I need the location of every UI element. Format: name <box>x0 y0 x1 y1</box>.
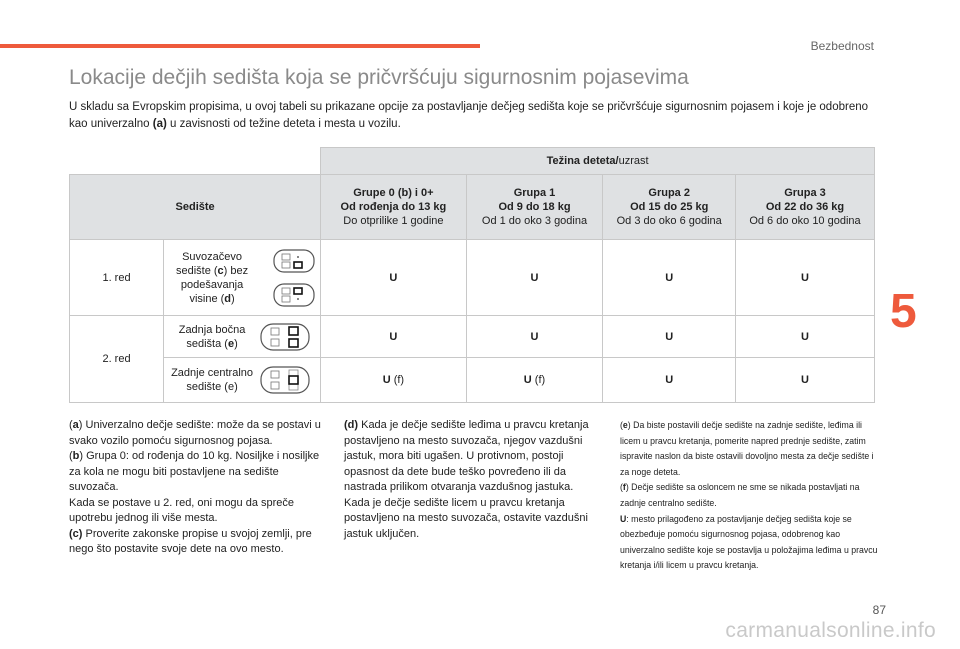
car-seat-rear-center-icon <box>259 364 311 396</box>
seat-cell <box>164 316 321 358</box>
intro-note-ref: (a) <box>152 118 167 130</box>
value-cell: U (f) <box>466 358 603 403</box>
page-number: 87 <box>872 603 886 617</box>
note-d-cont: Kada je dečje sedište licem u pravcu kretanja postavljeno na mesto suvozača, ostavite vazdušni jastuk uključen. <box>344 496 588 540</box>
car-seat-rear-side-icon <box>259 321 311 353</box>
value-cell: U <box>466 316 603 358</box>
value-cell: U <box>735 240 874 316</box>
note-b-cont: Kada se postave u 2. red, oni mogu da spreče upotrebu jednog ili više mesta. <box>69 496 295 524</box>
intro-text-end: u zavisnosti od težine deteta i mesta u vozilu. <box>166 118 401 130</box>
seat-description: Zadnje centralno sedište (e) <box>171 367 254 393</box>
note-c: (c) Proverite zakonske propise u svojoj zemlji, pre nego što postavite svoje dete na ovo mesto. <box>69 527 312 555</box>
watermark: carmanualsonline.info <box>725 619 936 642</box>
note-d: (d) Kada je dečje sedište leđima u pravcu kretanja postavljeno na mesto suvozača, njegov vazdušni jastuk, mora biti ugašen. U protivnom, postoji opasnost da dete bude teško povređeno ili da nastrada prilikom otvaranja vazdušnog jastuka. <box>344 419 589 493</box>
value-cell: U <box>321 316 466 358</box>
car-seat-front-icon <box>272 247 316 275</box>
seat-cell <box>164 358 321 403</box>
header-accent-bar <box>0 44 480 48</box>
weight-age-header: Težina deteta/uzrast <box>321 148 875 175</box>
row-label: 2. red <box>70 316 164 403</box>
value-cell: U <box>466 240 603 316</box>
group-header: Grupa 3 Od 22 do 36 kg Od 6 do oko 10 godina <box>735 175 874 240</box>
value-cell: U <box>603 240 736 316</box>
notes-column-2 <box>344 418 600 542</box>
child-seat-table <box>69 147 875 403</box>
value-cell: U <box>603 316 736 358</box>
notes-column-1 <box>69 418 331 558</box>
seat-description: Suvozačevo sedište (c) bez podešavanja visine (d) <box>175 250 249 305</box>
seat-cell <box>164 240 321 316</box>
note-a: (a) Univerzalno dečje sedište: može da se postavi u svako vozilo pomoću sigurnosnog pojasa. <box>69 419 321 447</box>
value-cell: U <box>321 240 466 316</box>
table-blank-corner <box>70 148 321 175</box>
note-u: U: mesto prilagođeno za postavljanje dečjeg sedišta koje se obezbeđuje pomoću sigurnosnog pojasa, odobrenog kao univerzalno sedište koje se postavlja u položajima leđima u pravcu kretanja i/ili licem u pravcu kretanja. <box>620 513 878 572</box>
intro-text: U skladu sa Evropskim propisima, u ovoj tabeli su prikazane opcije za postavljanje dečjeg sedišta koje se pričvršćuje sigurnosnim pojasem i koje je odobreno kao univerzalno <box>69 101 869 130</box>
note-e: (e) Da biste postavili dečje sedište na zadnje sedište, leđima ili licem u pravcu kretanja, pomerite napred prednje sedište, zatim ispravite naslon da biste ostavili dovoljno mesta za dečje sedište i za noge deteta. <box>620 420 874 478</box>
note-f: (f) Dečje sedište sa osloncem ne sme se nikada postavljati na zadnje centralno sedište. <box>620 482 860 509</box>
section-label: Bezbednost <box>810 39 874 53</box>
chapter-number: 5 <box>890 285 917 338</box>
value-cell: U (f) <box>321 358 466 403</box>
group-header: Grupa 2 Od 15 do 25 kg Od 3 do oko 6 godina <box>603 175 736 240</box>
group-header: Grupa 1 Od 9 do 18 kg Od 1 do oko 3 godina <box>466 175 603 240</box>
seat-header: Sedište <box>70 175 321 240</box>
value-cell: U <box>735 358 874 403</box>
intro-paragraph <box>69 99 869 133</box>
value-cell: U <box>603 358 736 403</box>
note-b: (b) Grupa 0: od rođenja do 10 kg. Nosiljke i nosiljke za kola ne mogu biti postavljene na sedište suvozača. <box>69 450 320 493</box>
notes-column-3 <box>620 418 882 574</box>
row-label: 1. red <box>70 240 164 316</box>
value-cell: U <box>735 316 874 358</box>
seat-description: Zadnja bočna sedišta (e) <box>178 323 246 350</box>
group-header: Grupe 0 (b) i 0+ Od rođenja do 13 kg Do otprilike 1 godine <box>321 175 466 240</box>
page-title: Lokacije dečjih sedišta koja se pričvršćuju sigurnosnim pojasevima <box>69 66 689 89</box>
car-seat-front-icon <box>272 281 316 309</box>
